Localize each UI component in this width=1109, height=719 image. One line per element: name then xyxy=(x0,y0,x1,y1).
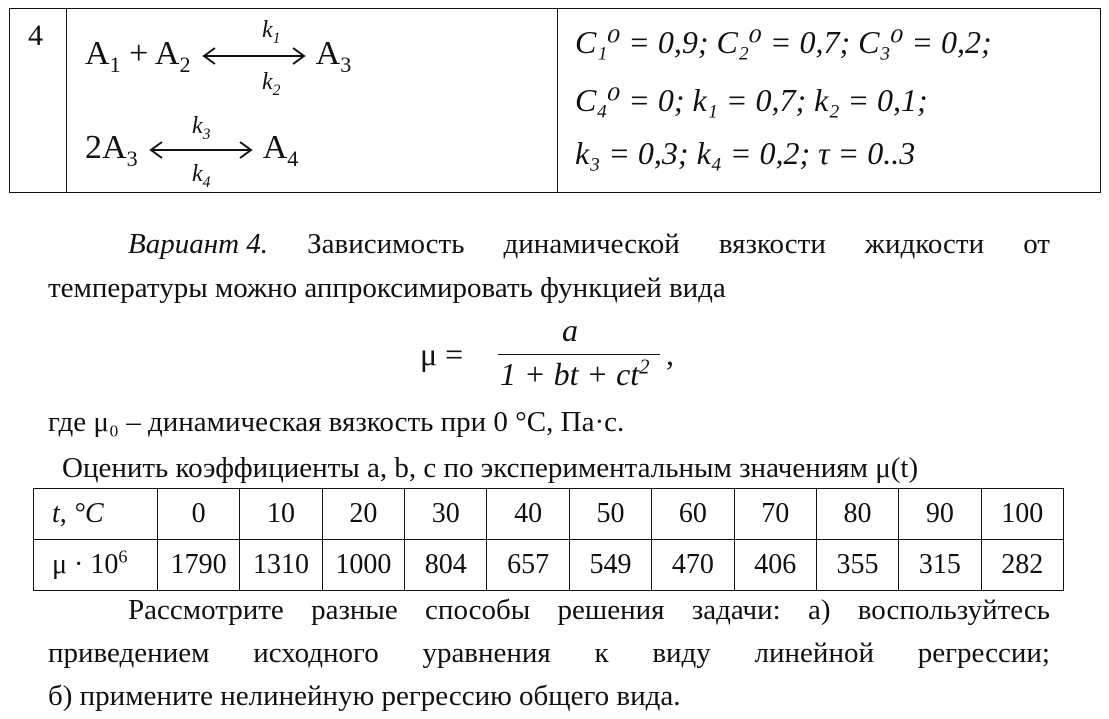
k3-label: $k_3$ xyxy=(192,113,211,143)
conditions-line-3: k₃ = 0,3; k₄ = 0,2; τ = 0..3 xyxy=(575,135,916,171)
mu-header: $\mu \cdot 10^6$ xyxy=(34,540,158,591)
reversible-arrow-icon xyxy=(199,36,309,76)
closing-line-2: приведением исходного уравнения к виду линейной регрессии; xyxy=(48,637,1050,669)
table-row: t, °C 0 10 20 30 40 50 60 70 80 90 100 xyxy=(34,489,1064,540)
fraction-bar xyxy=(498,354,660,355)
reaction-table xyxy=(9,8,1101,193)
variant-label: Вариант 4. xyxy=(128,228,269,260)
k4-label: $k_4$ xyxy=(192,161,211,191)
t-header: t, °C xyxy=(34,489,158,540)
k2-label: $k_2$ xyxy=(262,69,281,99)
mu0-line: где μ₀ – динамическая вязкость при 0 °С, Па·с. xyxy=(48,406,625,438)
reaction-2: $2A_3$ $A_4$ xyxy=(85,129,299,171)
table-divider xyxy=(66,9,67,192)
variant-line-2: температуры можно аппроксимировать функцией вида xyxy=(48,272,726,304)
reaction-1: $A_1 + A_2$ $A_3$ xyxy=(85,35,352,77)
k1-label: $k_1$ xyxy=(262,17,281,47)
row-number: 4 xyxy=(28,19,43,52)
conditions-line-2: C₄⁰ = 0; k₁ = 0,7; k₂ = 0,1; xyxy=(575,82,928,118)
conditions-line-1: C₁⁰ = 0,9; C₂⁰ = 0,7; C₃⁰ = 0,2; xyxy=(575,24,992,60)
variant-line-1: Вариант 4. Зависимость динамической вязкости жидкости от xyxy=(128,228,1050,260)
table-row: $\mu \cdot 10^6$ 1790 1310 1000 804 657 549 470 406 355 315 282 xyxy=(34,540,1064,591)
table-divider xyxy=(557,9,558,192)
closing-line-1: Рассмотрите разные способы решения задачи: а) воспользуйтесь xyxy=(128,594,1050,626)
task-line: Оценить коэффициенты a, b, c по экспериментальным значениям μ(t) xyxy=(62,452,919,484)
closing-line-3: б) примените нелинейную регрессию общего вида. xyxy=(48,680,681,712)
viscosity-formula: μ = a 1 + bt + $ct^2$ , xyxy=(420,312,674,392)
viscosity-data-table xyxy=(33,488,1064,591)
